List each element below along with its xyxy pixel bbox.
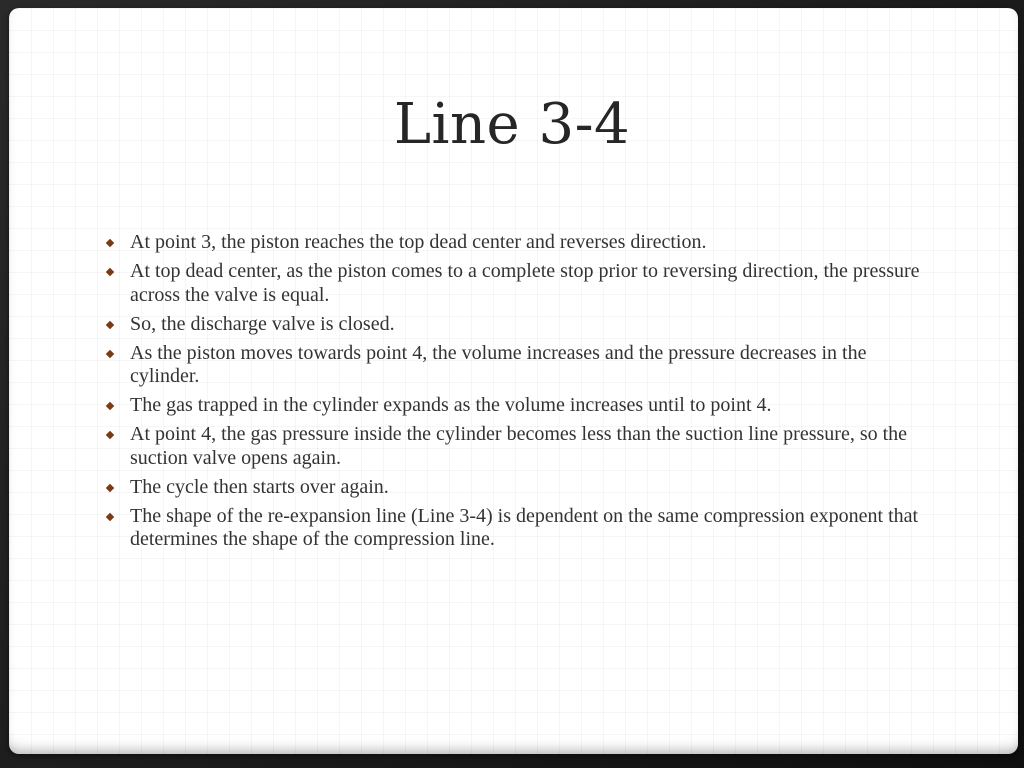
bullet-text: At point 4, the gas pressure inside the cylinder becomes less than the suction line pressure, so the suction valve opens again. <box>130 423 908 469</box>
diamond-bullet-icon <box>106 483 114 491</box>
diamond-bullet-icon <box>106 512 114 520</box>
bullet-list <box>104 231 934 557</box>
bullet-text: At point 3, the piston reaches the top dead center and reverses direction. <box>130 231 707 253</box>
bullet-text: So, the discharge valve is closed. <box>130 312 395 335</box>
diamond-bullet-icon <box>106 320 114 328</box>
diamond-bullet-icon <box>106 402 114 410</box>
bullet-item <box>104 260 934 307</box>
bullet-text: The cycle then starts over again. <box>130 475 389 498</box>
bullet-item <box>104 394 934 418</box>
bullet-item <box>104 313 934 337</box>
bullet-text: The gas trapped in the cylinder expands as the volume increases until to point 4. <box>130 394 772 416</box>
diamond-bullet-icon <box>106 239 114 247</box>
bullet-text: At top dead center, as the piston comes to a complete stop prior to reversing direction, the pressure across the valve is equal. <box>130 260 920 306</box>
diamond-bullet-icon <box>106 349 114 357</box>
bullet-item <box>104 505 934 552</box>
slide-title: Line 3-4 <box>393 92 631 157</box>
bullet-item <box>104 423 934 470</box>
bullet-item <box>104 231 934 255</box>
diamond-bullet-icon <box>106 431 114 439</box>
bullet-text: As the piston moves towards point 4, the volume increases and the pressure decreases in the cylinder. <box>130 341 867 387</box>
bullet-item <box>104 342 934 389</box>
bullet-text: The shape of the re-expansion line (Line 3-4) is dependent on the same compression exponent that determines the shape of the compression line. <box>130 504 919 550</box>
diamond-bullet-icon <box>106 268 114 276</box>
bullet-item <box>104 476 934 500</box>
